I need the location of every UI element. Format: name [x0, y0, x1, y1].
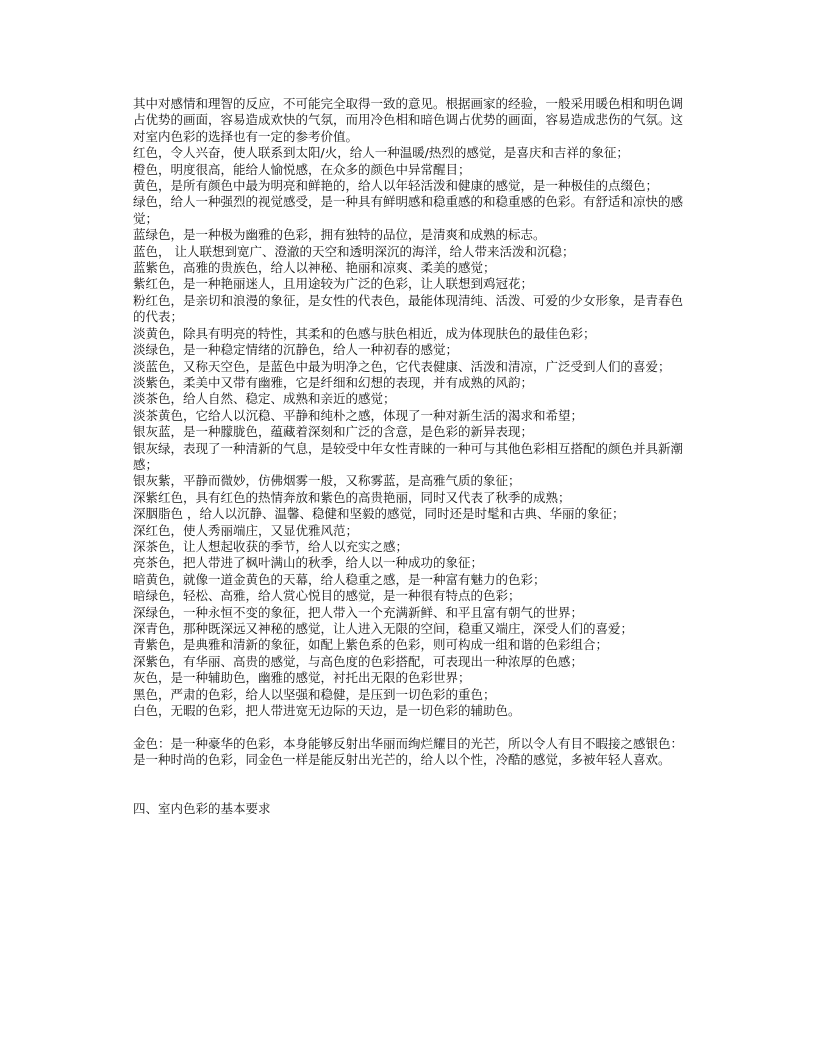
- color-description-item: 淡蓝色，又称天空色，是蓝色中最为明净之色，它代表健康、活泼和清凉，广泛受到人们的喜爱；: [133, 358, 671, 374]
- color-description-item: 蓝色， 让人联想到宽广、澄澈的天空和透明深沉的海洋，给人带来活泼和沉稳；: [133, 243, 575, 259]
- color-description-item: 深青色，那种既深远又神秘的感觉，让人进入无限的空间，稳重又端庄，深受人们的喜爱；: [133, 621, 634, 636]
- spacer: [133, 769, 693, 802]
- color-description-item: 红色，令人兴奋，使人联系到太阳/火，给人一种温暖/热烈的感觉，是喜庆和吉祥的象征；: [133, 145, 629, 161]
- color-description-item: 白色，无暇的色彩，把人带进宽无边际的天边，是一切色彩的辅助色。: [133, 703, 521, 719]
- color-description-item: 灰色，是一种辅助色，幽雅的感觉，衬托出无限的色彩世界；: [133, 670, 471, 686]
- color-description-item: 银灰蓝，是一种朦胧色，蕴藏着深刻和广泛的含意，是色彩的新异表现；: [133, 424, 534, 440]
- color-description-item: 银灰绿，表现了一种清新的气息，是较受中年女性青睐的一种可与其他色彩相互搭配的颜色并具新潮感；: [133, 440, 684, 472]
- color-description-item: 青紫色，是典雅和清新的象征，如配上紫色系的色彩，则可构成一组和谐的色彩组合；: [133, 637, 609, 653]
- color-description-item: 蓝紫色，高雅的贵族色，给人以神秘、艳丽和凉爽、柔美的感觉；: [133, 260, 496, 276]
- color-description-item: 蓝绿色，是一种极为幽雅的色彩，拥有独特的品位，是清爽和成熟的标志。: [133, 227, 546, 243]
- color-description-item: 橙色，明度很高，能给人愉悦感，在众多的颜色中异常醒目；: [133, 161, 471, 177]
- color-description-item: 淡茶黄色，它给人以沉稳、平静和纯朴之感，体现了一种对新生活的渴求和希望；: [133, 407, 584, 423]
- color-description-item: 粉红色，是亲切和浪漫的象征，是女性的代表色，最能体现清纯、活泼、可爱的少女形象，是青春色的代表；: [133, 292, 684, 325]
- color-description-item: 暗黄色，就像一道金黄色的天幕，给人稳重之感，是一种富有魅力的色彩；: [133, 571, 546, 587]
- spacer: [133, 719, 693, 735]
- color-description-item: 深红色，使人秀丽端庄，又显优雅风范；: [133, 522, 359, 538]
- color-description-item: 绿色，给人一种强烈的视觉感受，是一种具有鲜明感和稳重感的和稳重感的色彩。有舒适和凉快的感觉；: [133, 194, 684, 226]
- color-description-list: [133, 145, 693, 719]
- color-description-item: 深胭脂色 ，给人以沉静、温馨、稳健和坚毅的感觉，同时还是时髦和古典、华丽的象征；: [133, 506, 625, 522]
- color-description-item: 紫红色，是一种艳丽迷人，且用途较为广泛的色彩，让人联想到鸡冠花；: [133, 276, 534, 292]
- color-description-item: 黄色，是所有颜色中最为明亮和鲜艳的，给人以年轻活泼和健康的感觉，是一种极佳的点缀色；: [133, 178, 659, 194]
- intro-paragraph: 其中对感情和理智的反应，不可能完全取得一致的意见。根据画家的经验，一般采用暖色相和明色调占优势的画面，容易造成欢快的气氛，而用冷色相和暗色调占优势的画面，容易造成悲伤的气氛。这对室内色彩的选择也有一定的参考价值。: [133, 96, 684, 144]
- section-heading: 四、室内色彩的基本要求: [133, 801, 271, 817]
- color-description-item: 深绿色，一种永恒不变的象征，把人带入一个充满新鲜、和平且富有朝气的世界；: [133, 604, 584, 620]
- color-description-item: 淡茶色，给人自然、稳定、成熟和亲近的感觉；: [133, 391, 396, 407]
- color-description-item: 深紫红色，具有红色的热情奔放和紫色的高贵艳丽，同时又代表了秋季的成熟；: [133, 489, 571, 505]
- document-page: [133, 96, 693, 818]
- color-description-item: 深紫色，有华丽、高贵的感觉，与高色度的色彩搭配，可表现出一种浓厚的色感；: [133, 653, 584, 669]
- color-description-item: 淡黄色，除具有明亮的特性，其柔和的色感与肤色相近，成为体现肤色的最佳色彩；: [133, 325, 596, 341]
- metal-colors-paragraph: 金色：是一种豪华的色彩，本身能够反射出华丽而绚烂耀目的光芒，所以令人有目不暇接之感银色：是一种时尚的色彩，同金色一样是能反射出光芒的，给人以个性，冷酷的感觉，多被年轻人喜欢。: [133, 735, 684, 768]
- color-description-item: 淡紫色，柔美中又带有幽雅，它是纤细和幻想的表现，并有成熟的风韵；: [133, 374, 534, 390]
- color-description-item: 深茶色，让人想起收获的季节，给人以充实之感；: [133, 538, 409, 554]
- color-description-item: 亮茶色，把人带进了枫叶满山的秋季，给人以一种成功的象征；: [133, 555, 484, 571]
- color-description-item: 银灰紫，平静而微妙，仿佛烟雾一般，又称雾蓝，是高雅气质的象征；: [133, 473, 521, 489]
- color-description-item: 暗绿色，轻松、高雅，给人赏心悦目的感觉，是一种很有特点的色彩；: [133, 588, 521, 604]
- color-description-item: 淡绿色，是一种稳定情绪的沉静色，给人一种初春的感觉；: [133, 342, 459, 358]
- color-description-item: 黑色，严肃的色彩，给人以坚强和稳健，是压到一切色彩的重色；: [133, 686, 496, 702]
